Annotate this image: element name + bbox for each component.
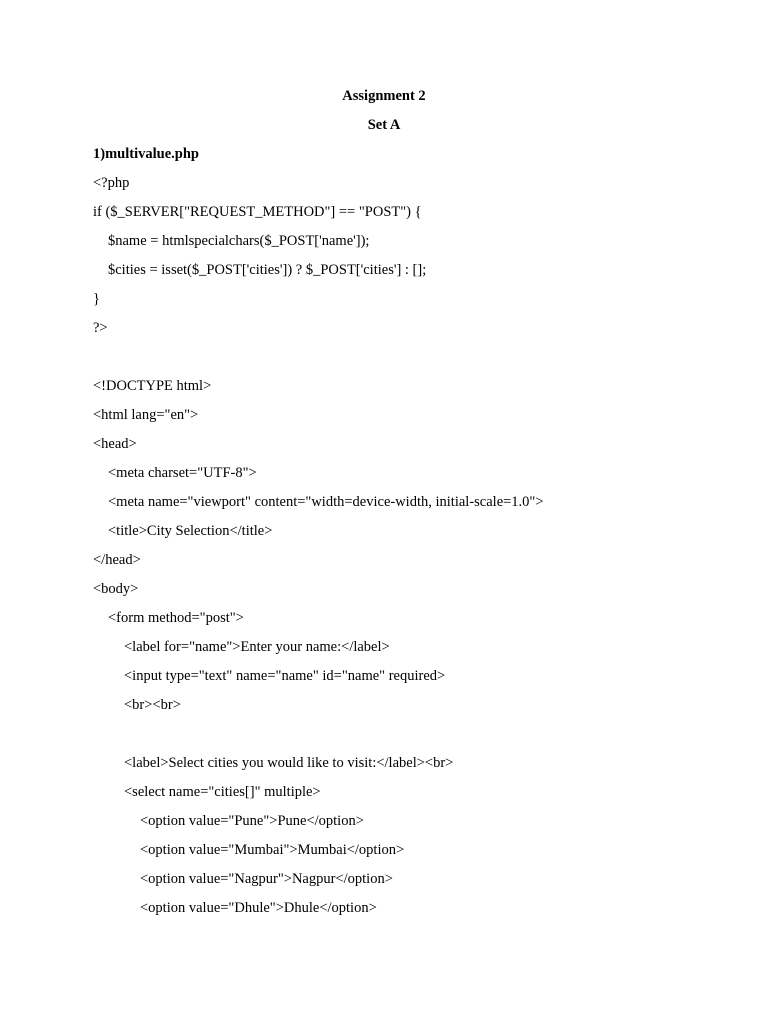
document-title: Assignment 2 [342, 88, 426, 104]
code-line: <!DOCTYPE html> [93, 378, 212, 394]
code-line: <head> [93, 436, 137, 452]
code-line: ?> [93, 320, 108, 336]
code-line: <html lang="en"> [93, 407, 199, 423]
code-line: <body> [93, 581, 139, 597]
code-line: <select name="cities[]" multiple> [124, 784, 321, 800]
blank-line [93, 348, 733, 377]
code-line: <option value="Nagpur">Nagpur</option> [140, 871, 393, 887]
document-subtitle: Set A [367, 117, 401, 133]
code-line: </head> [93, 552, 141, 568]
code-line: <br><br> [124, 697, 181, 713]
code-line: if ($_SERVER["REQUEST_METHOD"] == "POST") { [93, 204, 422, 220]
blank-line [93, 725, 733, 754]
code-line: <meta charset="UTF-8"> [108, 465, 257, 481]
code-line: <meta name="viewport" content="width=device-width, initial-scale=1.0"> [108, 494, 544, 510]
code-line: <?php [93, 175, 130, 191]
code-listing [93, 174, 733, 928]
code-line: $cities = isset($_POST['cities']) ? $_POST['cities'] : []; [108, 262, 427, 278]
section-heading: 1)multivalue.php [93, 146, 199, 162]
code-line: <label>Select cities you would like to visit:</label><br> [124, 755, 454, 771]
code-line: <option value="Pune">Pune</option> [140, 813, 364, 829]
code-line: <option value="Mumbai">Mumbai</option> [140, 842, 405, 858]
code-line: <title>City Selection</title> [108, 523, 273, 539]
code-line: <form method="post"> [108, 610, 244, 626]
code-line: <input type="text" name="name" id="name" required> [124, 668, 446, 684]
code-line: <option value="Dhule">Dhule</option> [140, 900, 377, 916]
code-line: <label for="name">Enter your name:</label> [124, 639, 390, 655]
code-line: } [93, 291, 100, 307]
code-line: $name = htmlspecialchars($_POST['name']); [108, 233, 370, 249]
